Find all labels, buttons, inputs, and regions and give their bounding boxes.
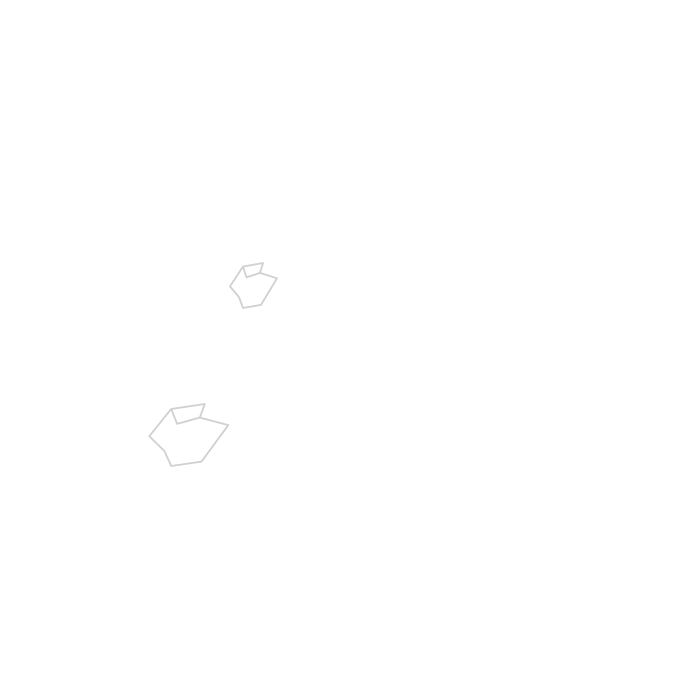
metal-profil-logo-icon <box>230 263 277 308</box>
metal-profil-logo-icon <box>149 404 228 466</box>
